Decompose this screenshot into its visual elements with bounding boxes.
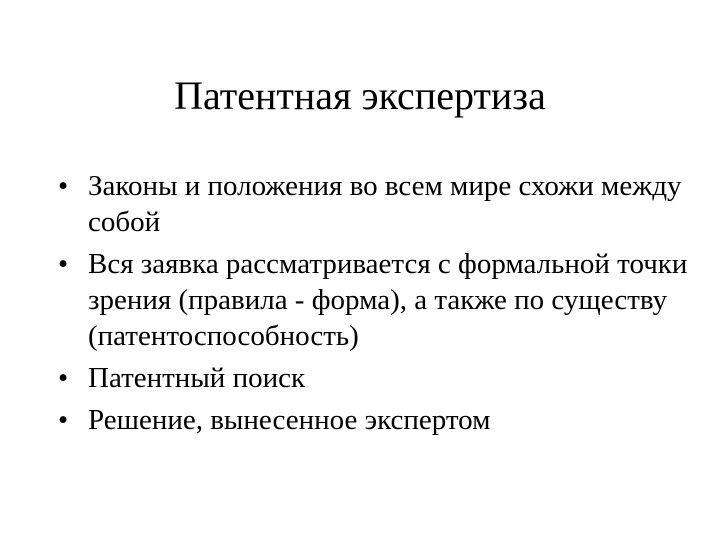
bullet-text: Законы и положения во всем мире схожи между собой <box>88 170 682 238</box>
bullet-list <box>58 168 688 444</box>
list-item <box>58 168 688 240</box>
bullet-text: Патентный поиск <box>88 362 306 394</box>
bullet-icon: • <box>58 362 69 394</box>
bullet-text: Решение, вынесенное экспертом <box>88 404 491 436</box>
bullet-icon: • <box>58 248 69 280</box>
list-item <box>58 402 688 438</box>
bullet-icon: • <box>58 404 69 436</box>
bullet-icon: • <box>58 170 69 202</box>
bullet-text: Вся заявка рассматривается с формальной точки зрения (правила - форма), а также по существу (патентоспособность) <box>88 248 688 352</box>
list-item <box>58 360 688 396</box>
slide-title: Патентная экспертиза <box>174 73 546 118</box>
list-item <box>58 246 688 354</box>
